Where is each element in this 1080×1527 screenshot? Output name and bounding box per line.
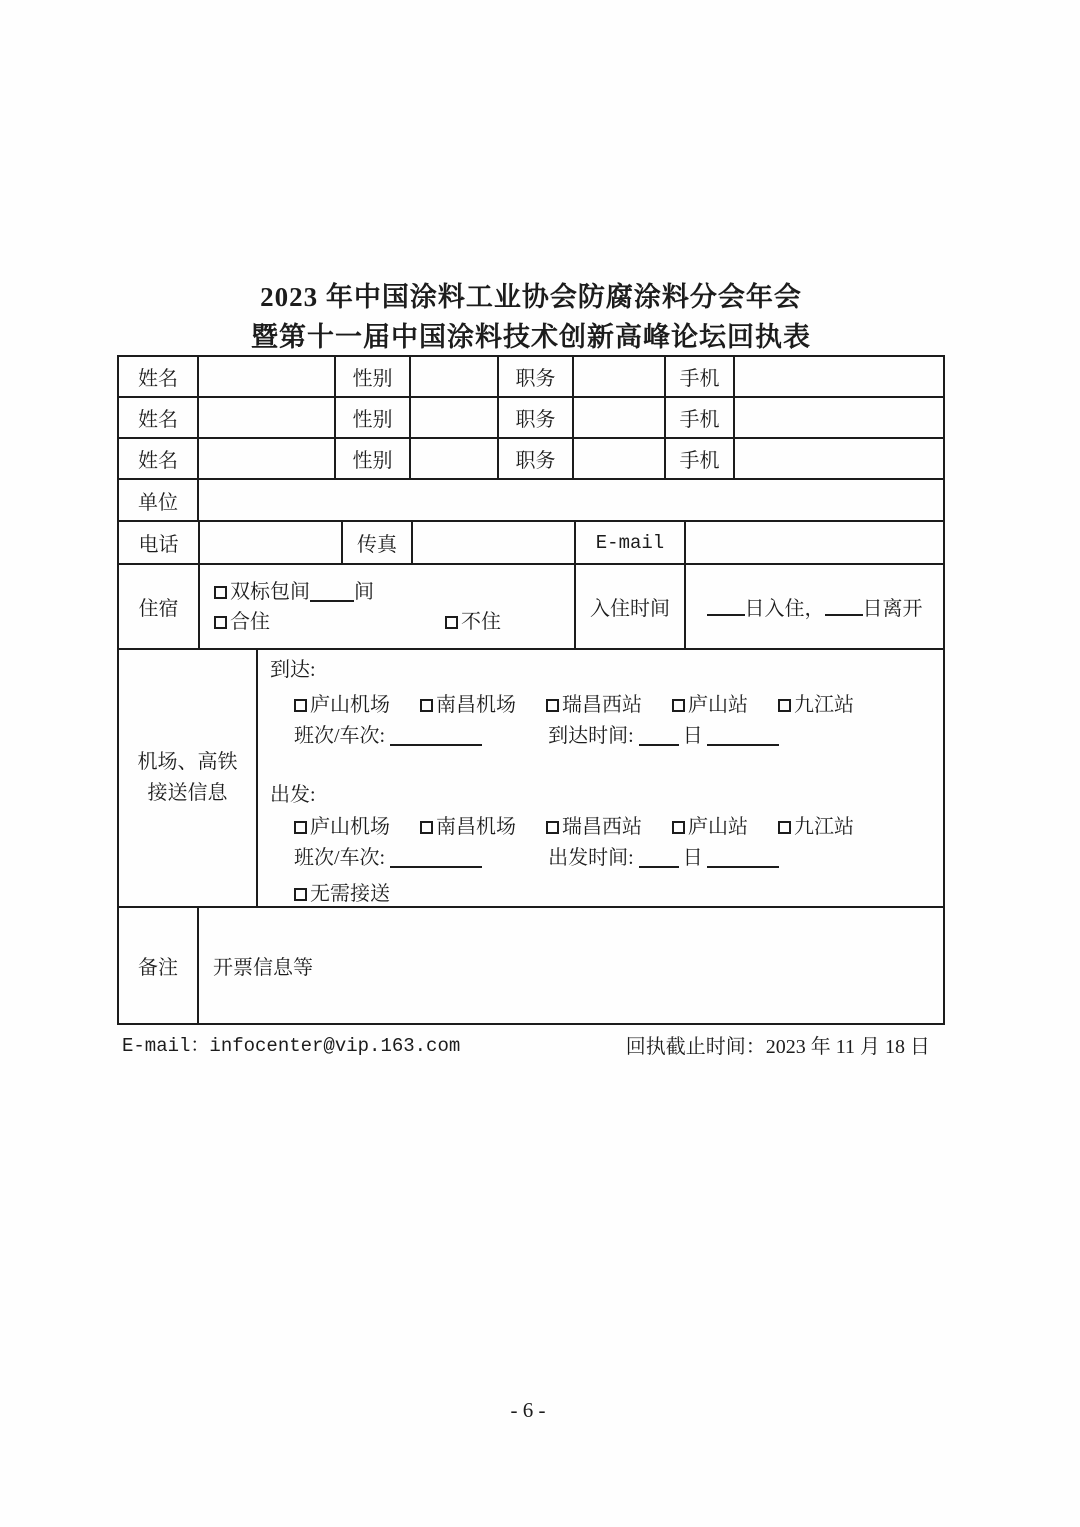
departure-trip-line <box>270 844 933 872</box>
checkbox-icon <box>445 616 458 629</box>
station-label: 庐山站 <box>688 816 748 838</box>
day-char: 日 <box>682 725 703 747</box>
station-label: 庐山机场 <box>310 816 390 838</box>
unit-label: 单位 <box>119 480 199 520</box>
station-label: 庐山站 <box>688 694 748 716</box>
double-room-label: 双标包间 <box>230 580 310 603</box>
footer-email: E-mail：infocenter@vip.163.com <box>122 1035 461 1057</box>
lodging-options-cell <box>200 565 576 648</box>
arrival-trip-line <box>270 722 933 750</box>
arrival-station-option <box>420 691 516 719</box>
name-value-cell <box>199 398 336 437</box>
arrival-date-blank <box>639 728 679 746</box>
transfer-label-line2: 接送信息 <box>147 782 228 804</box>
position-label: 职务 <box>499 357 574 396</box>
departure-station-option <box>546 813 642 841</box>
departure-station-option <box>672 813 748 841</box>
checkbox-icon <box>546 821 559 834</box>
arrival-trip-no-blank <box>390 728 482 746</box>
trip-no-label: 班次/车次: <box>294 847 386 869</box>
double-room-count-blank <box>310 584 354 602</box>
phone-value-cell <box>200 522 343 563</box>
remarks-row <box>119 908 943 1023</box>
position-label: 职务 <box>499 439 574 478</box>
checkbox-icon <box>420 699 433 712</box>
departure-date-blank <box>639 850 679 868</box>
departure-station-option <box>778 813 854 841</box>
double-room-suffix: 间 <box>354 580 374 603</box>
transfer-label <box>119 650 258 906</box>
checkbox-icon <box>294 821 307 834</box>
name-label: 姓名 <box>119 357 199 396</box>
day-char: 日 <box>682 847 703 869</box>
attendee-row-2 <box>119 398 943 439</box>
gender-value-cell <box>411 439 499 478</box>
position-value-cell <box>574 439 666 478</box>
station-label: 南昌机场 <box>436 694 516 716</box>
lodging-option-none <box>445 611 501 633</box>
arrival-station-options <box>270 691 933 719</box>
attendee-row-1 <box>119 357 943 398</box>
unit-value-cell <box>199 480 943 520</box>
departure-trip-no-blank <box>390 850 482 868</box>
station-label: 南昌机场 <box>436 816 516 838</box>
reply-form-table <box>117 355 945 1025</box>
name-value-cell <box>199 439 336 478</box>
phone-row <box>119 522 943 565</box>
page-number: - 6 - <box>510 1398 546 1422</box>
gender-value-cell <box>411 398 499 437</box>
mobile-label: 手机 <box>666 357 735 396</box>
name-label: 姓名 <box>119 439 199 478</box>
checkin-time-value-cell <box>686 565 943 648</box>
transfer-row <box>119 650 943 908</box>
mobile-value-cell <box>735 439 943 478</box>
checkbox-icon <box>294 888 307 901</box>
footer-deadline: 回执截止时间：2023 年 11 月 18 日 <box>625 1036 930 1058</box>
checkout-text: 日离开 <box>862 598 923 620</box>
email-label: E-mail <box>576 522 686 563</box>
trip-no-label: 班次/车次: <box>294 725 386 747</box>
arrival-station-option <box>294 691 390 719</box>
position-value-cell <box>574 357 666 396</box>
arrival-station-option <box>778 691 854 719</box>
checkbox-icon <box>778 699 791 712</box>
station-label: 九江站 <box>794 816 854 838</box>
attendee-row-3 <box>119 439 943 480</box>
transfer-content-cell <box>258 650 943 906</box>
station-label: 庐山机场 <box>310 694 390 716</box>
departure-station-option <box>294 813 390 841</box>
station-label: 九江站 <box>794 694 854 716</box>
share-room-label: 合住 <box>230 610 270 633</box>
mobile-label: 手机 <box>666 439 735 478</box>
mobile-label: 手机 <box>666 398 735 437</box>
lodging-option-line2 <box>214 607 501 637</box>
lodging-row <box>119 565 943 650</box>
arrival-heading: 到达: <box>270 659 316 681</box>
checkbox-icon <box>778 821 791 834</box>
transfer-label-line1: 机场、高铁 <box>137 751 238 773</box>
checkbox-icon <box>214 586 227 599</box>
lodging-label: 住宿 <box>119 565 200 648</box>
arrival-station-option <box>546 691 642 719</box>
gender-label: 性别 <box>336 439 411 478</box>
arrival-time-blank <box>707 728 779 746</box>
checkbox-icon <box>294 699 307 712</box>
arrival-station-option <box>672 691 748 719</box>
departure-station-options <box>270 813 933 841</box>
gender-label: 性别 <box>336 357 411 396</box>
no-transfer-label: 无需接送 <box>310 883 390 905</box>
position-label: 职务 <box>499 398 574 437</box>
mobile-value-cell <box>735 398 943 437</box>
departure-time-label: 出发时间: <box>548 847 634 869</box>
checkbox-icon <box>672 699 685 712</box>
station-label: 瑞昌西站 <box>562 816 642 838</box>
checkout-day-blank <box>825 598 863 616</box>
departure-time-blank <box>707 850 779 868</box>
lodging-option-share <box>214 611 270 633</box>
checkbox-icon <box>420 821 433 834</box>
checkbox-icon <box>546 699 559 712</box>
title-line-2: 暨第十一届中国涂料技术创新高峰论坛回执表 <box>251 322 811 352</box>
no-room-label: 不住 <box>461 610 501 633</box>
checkin-text: 日入住， <box>744 598 825 620</box>
checkin-time-label: 入住时间 <box>576 565 686 648</box>
remarks-content-cell: 开票信息等 <box>213 957 313 979</box>
station-label: 瑞昌西站 <box>562 694 642 716</box>
email-value-cell <box>686 522 943 563</box>
document-title <box>117 277 945 357</box>
checkin-day-blank <box>707 598 745 616</box>
title-line-1: 2023 年中国涂料工业协会防腐涂料分会年会 <box>260 282 802 312</box>
name-label: 姓名 <box>119 398 199 437</box>
departure-heading: 出发: <box>270 784 316 806</box>
unit-row <box>119 480 943 522</box>
name-value-cell <box>199 357 336 396</box>
fax-value-cell <box>413 522 576 563</box>
no-transfer-option <box>270 880 933 906</box>
departure-station-option <box>420 813 516 841</box>
gender-label: 性别 <box>336 398 411 437</box>
remarks-label: 备注 <box>119 908 199 1023</box>
checkbox-icon <box>214 616 227 629</box>
fax-label: 传真 <box>343 522 413 563</box>
phone-label: 电话 <box>119 522 200 563</box>
gender-value-cell <box>411 357 499 396</box>
mobile-value-cell <box>735 357 943 396</box>
lodging-option-double <box>214 577 374 607</box>
arrival-time-label: 到达时间: <box>548 725 634 747</box>
position-value-cell <box>574 398 666 437</box>
checkbox-icon <box>672 821 685 834</box>
